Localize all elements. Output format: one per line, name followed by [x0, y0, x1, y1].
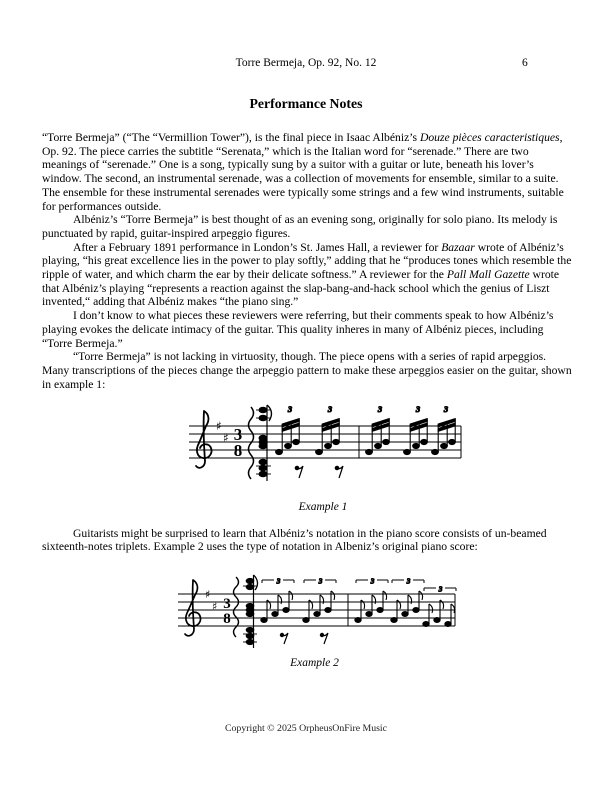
svg-text:3: 3 — [438, 584, 443, 594]
svg-text:3: 3 — [233, 425, 243, 445]
svg-text:3: 3 — [318, 576, 323, 586]
svg-text:3: 3 — [377, 404, 383, 415]
paragraph-6: Guitarists might be surprised to learn that Albéniz’s notation in the piano score consists of un-beamed sixteenth-notes triplets. Example 2 uses the type of notation in Albeniz’s original piano score: — [42, 526, 547, 554]
svg-text:3: 3 — [327, 404, 333, 415]
body-text — [42, 131, 572, 671]
example-1-caption: Example 1 — [298, 501, 348, 514]
arpeggio-chord — [234, 575, 258, 648]
sharp-icon: ♯ — [216, 419, 222, 434]
paragraph-4: I don’t know to what pieces these reviewers were referring, but their comments speak to how Albéniz’s playing evokes the delicate intimacy of the guitar. This quality inheres in many of Albéniz pieces, including “Torre Bermeja.” — [42, 309, 554, 350]
svg-text:3: 3 — [287, 404, 293, 415]
music-example-2 — [172, 572, 457, 670]
music-example-1 — [183, 399, 463, 514]
svg-text:3: 3 — [415, 404, 421, 415]
triplet-bracket-groups — [261, 577, 456, 627]
sharp-icon: ♯ — [205, 588, 211, 602]
eighth-rest-icon — [295, 466, 343, 478]
treble-clef-icon — [196, 411, 212, 468]
treble-clef-icon — [185, 580, 201, 636]
sharp-icon: ♯ — [212, 600, 218, 614]
eighth-rest-icon — [280, 633, 328, 644]
time-signature — [223, 596, 231, 627]
paragraph-3: After a February 1891 performance in London’s St. James Hall, a reviewer for Bazaar wrote of Albéniz’s playing, “his great excellence lies in the power to play softly,” adding that he “produces tones which resemble the ripple of water, and which charm the ear by their delicate softness.” A reviewer for the Pall Mall Gazette wrote that Albéniz’s playing “represents a reaction against the slap-bang-and-hack school which the genius of Liszt invented,“ adding that Albéniz makes “the piano sing.” — [42, 240, 572, 309]
paragraph-1: “Torre Bermeja” (“The “Vermillion Tower”), is the final piece in Isaac Albéniz’s Douze pièces caracteristiques, Op. 92. The piece carries the subtitle “Serenata,” which is the Italian word for “serenade.” There are two meanings of “serenade.” One is a song, typically sung by a suitor with a guitar or lute, beneath his lover’s window. The second, an instrumental serenade, was a collection of movements for ensemble, similar to a suite. The ensemble for these instrumental serenades were typically some strings and a few wind instruments, suitable for performances outside. — [42, 131, 564, 213]
svg-text:3: 3 — [443, 404, 449, 415]
svg-text:3: 3 — [406, 576, 411, 586]
svg-text:3: 3 — [223, 596, 231, 613]
sharp-icon: ♯ — [223, 431, 229, 446]
example-2-caption: Example 2 — [290, 656, 339, 669]
svg-text:3: 3 — [370, 576, 375, 586]
paragraph-5: “Torre Bermeja” is not lacking in virtuosity, though. The piece opens with a series of rapid arpeggios. Many transcriptions of the pieces change the arpeggio pattern to make these arpeggios easier on the guitar, shown in example 1: — [42, 350, 572, 391]
triplet-groups — [276, 404, 456, 455]
svg-text:8: 8 — [223, 611, 231, 628]
running-header: Torre Bermeja, Op. 92, No. 12 — [235, 57, 377, 69]
section-title: Performance Notes — [249, 96, 363, 111]
paragraph-2: Albéniz’s “Torre Bermeja” is best thought of as an evening song, originally for solo piano. Its melody is punctuated by rapid, guitar-inspired arpeggio figures. — [42, 213, 558, 240]
page-number: 6 — [522, 57, 528, 69]
time-signature — [234, 425, 243, 460]
music-notation-example-1 — [183, 399, 463, 494]
music-notation-example-2 — [172, 572, 457, 650]
svg-text:3: 3 — [276, 576, 281, 586]
footer-copyright: Copyright © 2025 OrpheusOnFire Music — [224, 723, 387, 734]
svg-text:8: 8 — [233, 441, 243, 461]
arpeggio-chord — [249, 405, 272, 481]
